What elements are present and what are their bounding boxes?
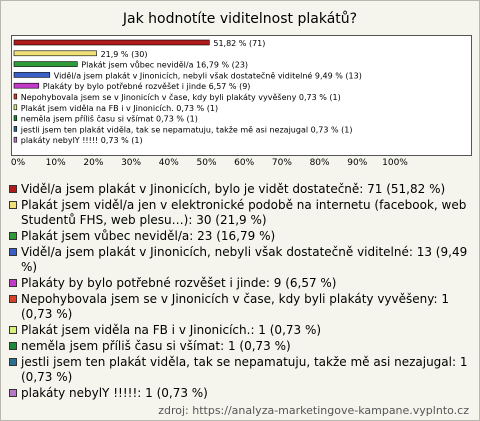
legend-label-6: Nepohybovala jsem se v Jinonicích v čase, kdy byli plakáty vyvěšeny: 1 (0,73 %) (21, 292, 449, 321)
bar-5 (14, 83, 39, 88)
x-tick-1: 10% (45, 158, 66, 168)
x-tick-3: 30% (121, 158, 142, 168)
legend-label-3: Plakát jsem vůbec neviděl/a: 23 (16,79 %) (21, 229, 276, 243)
legend-item-4 (9, 245, 471, 275)
legend-swatch-1 (9, 185, 17, 193)
legend (9, 182, 471, 402)
legend-label-7: Plakát jsem viděla na FB i v Jinonicích.: 1 (0,73 %) (21, 323, 322, 337)
x-tick-2: 20% (83, 158, 104, 168)
legend-label-9: jestli jsem ten plakát viděla, tak se nepamatuju, takže mě asi nezajugal: 1 (0,73 %) (21, 355, 468, 384)
bar-label-6: Nepohybovala jsem se v Jinonicích v čase, kdy byli plakáty vyvěšeny 0,73 % (1) (20, 93, 341, 102)
legend-label-10: plakáty nebylY !!!!!: 1 (0,73 %) (21, 386, 208, 400)
legend-label-4: Viděl/a jsem plakát v Jinonicích, nebyli však dostatečně viditelné: 13 (9,49 %) (21, 245, 468, 274)
legend-swatch-10 (9, 389, 17, 397)
legend-item-8 (9, 339, 471, 354)
legend-swatch-7 (9, 326, 17, 334)
legend-item-10 (9, 386, 471, 401)
bar-chart-svg (12, 36, 471, 155)
bar-label-2: 21,9 % (30) (100, 49, 148, 59)
legend-item-9 (9, 355, 471, 385)
bar-label-1: 51,82 % (71) (213, 39, 266, 48)
plot-area (11, 35, 472, 156)
source-note: zdroj: https://analyza-marketingove-kampane.vyplnto.cz (158, 404, 469, 417)
bar-4 (14, 72, 50, 77)
bar-8 (14, 116, 17, 121)
x-tick-7: 70% (271, 158, 292, 168)
legend-item-6 (9, 292, 471, 322)
legend-item-2 (9, 198, 471, 228)
legend-swatch-5 (9, 279, 17, 287)
bar-6 (14, 94, 17, 99)
bar-1 (14, 40, 209, 45)
legend-swatch-2 (9, 201, 17, 209)
legend-label-2: Plakát jsem viděl/a jen v elektronické podobě na internetu (facebook, web Studentů FHS, web plesu…): 30 (21,9 %) (21, 198, 467, 227)
legend-swatch-9 (9, 358, 17, 366)
chart-title: Jak hodnotíte viditelnost plakátů? (122, 11, 358, 27)
bar-label-9: jestli jsem ten plakát viděla, tak se nepamatuju, takže mě asi nezajugal 0,73 % (1) (20, 125, 353, 135)
bar-2 (14, 51, 97, 56)
x-tick-10: 100% (382, 158, 408, 168)
legend-label-8: neměla jsem příliš času si všímat: 1 (0,73 %) (21, 339, 291, 353)
bar-label-3: Plakát jsem vůbec neviděl/a 16,79 % (23) (81, 60, 249, 70)
legend-swatch-8 (9, 342, 17, 350)
legend-swatch-6 (9, 295, 17, 303)
bar-label-10: plakáty nebylY !!!!! 0,73 % (1) (20, 136, 143, 146)
bar-10 (14, 137, 17, 142)
bar-7 (14, 105, 17, 110)
x-tick-5: 50% (196, 158, 217, 168)
x-axis-ticks (1, 158, 479, 172)
bar-label-4: Viděl/a jsem plakát v Jinonicích, nebyli však dostatečně viditelné 9,49 % (13) (53, 71, 362, 81)
legend-item-3 (9, 229, 471, 244)
legend-label-1: Viděl/a jsem plakát v Jinonicích, bylo je vidět dostatečně: 71 (51,82 %) (21, 182, 446, 196)
legend-swatch-3 (9, 232, 17, 240)
x-tick-0: 0% (10, 158, 26, 168)
legend-label-5: Plakáty by bylo potřebné rozvěšet i jinde: 9 (6,57 %) (21, 276, 337, 290)
bar-3 (14, 62, 77, 67)
legend-item-7 (9, 323, 471, 338)
x-tick-4: 40% (158, 158, 179, 168)
bar-label-5: Plakáty by bylo potřebné rozvěšet i jinde 6,57 % (9) (42, 82, 251, 92)
x-tick-9: 90% (347, 158, 368, 168)
x-tick-6: 60% (234, 158, 255, 168)
legend-swatch-4 (9, 248, 17, 256)
x-tick-8: 80% (309, 158, 330, 168)
bar-9 (14, 126, 17, 131)
bar-label-8: neměla jsem příliš času si všímat 0,73 % (1) (20, 114, 198, 124)
legend-item-1 (9, 182, 471, 197)
legend-item-5 (9, 276, 471, 291)
bar-label-7: Plakát jsem viděla na FB i v Jinonicích. 0,73 % (1) (20, 103, 219, 113)
